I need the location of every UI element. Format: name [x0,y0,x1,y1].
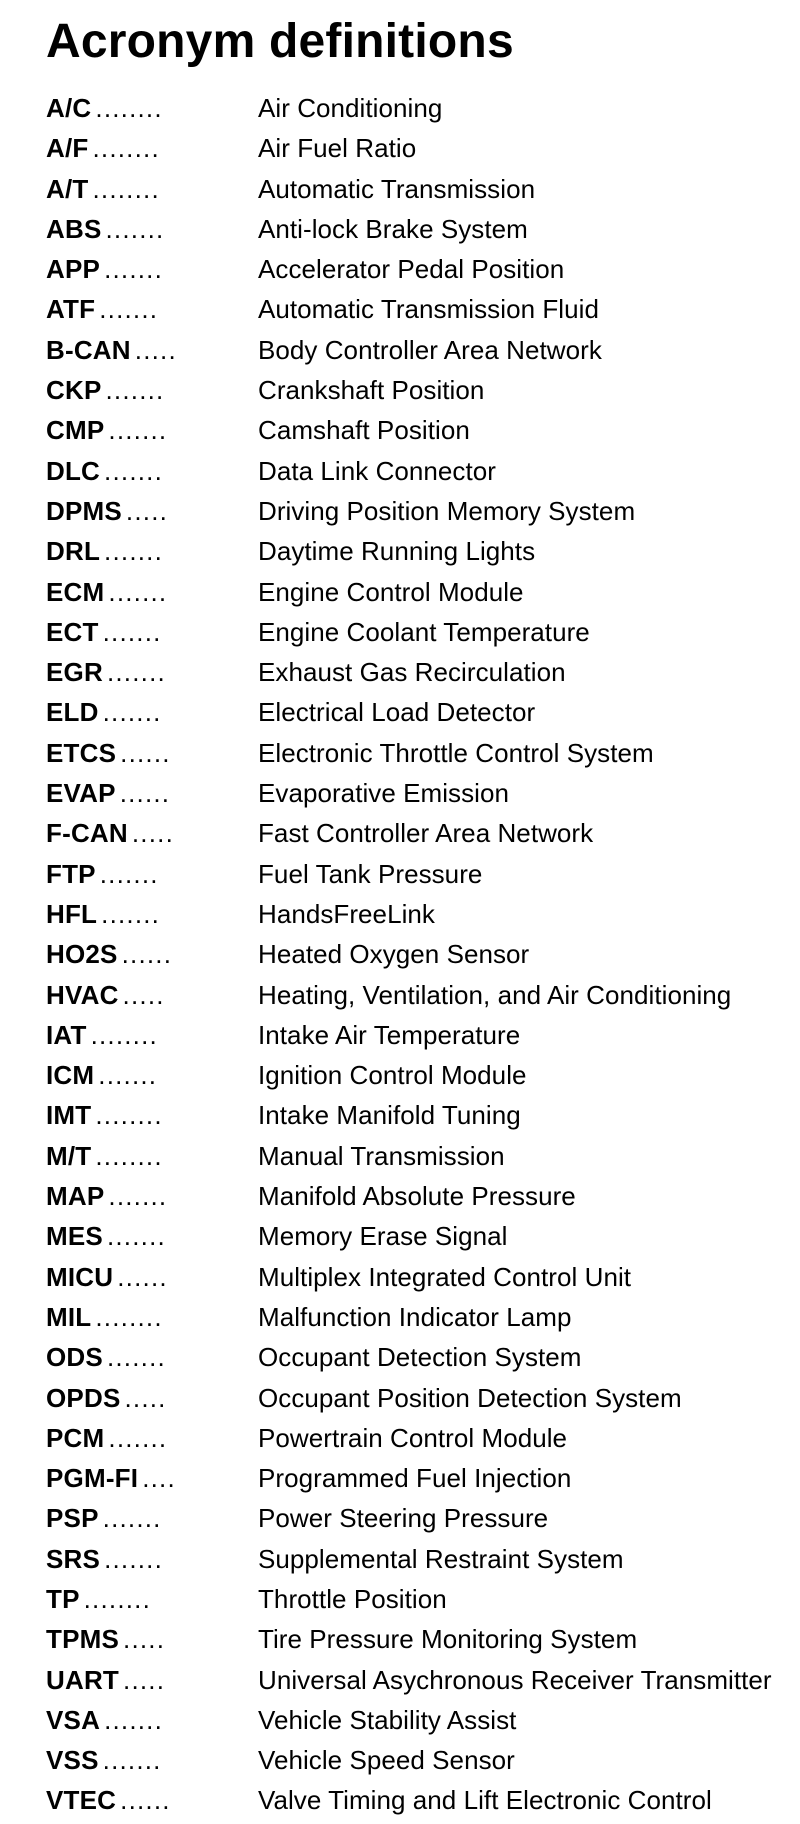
dot-leader: ....... [102,697,162,728]
dot-leader: ..... [122,979,165,1010]
acronym-term: A/T [46,173,89,204]
dot-leader: ....... [101,898,161,929]
acronym-definition: Crankshaft Position [258,375,485,406]
acronym-row [46,451,800,491]
dot-leader: ........ [83,1583,152,1614]
acronym-term: PSP [46,1503,99,1534]
acronym-term: ATF [46,294,96,325]
acronym-definition: Fast Controller Area Network [258,818,594,849]
acronym-definition: Memory Erase Signal [258,1221,508,1252]
acronym-definition: Multiplex Integrated Control Unit [258,1261,632,1292]
acronym-row [46,491,800,531]
acronym-row [46,410,800,450]
acronym-row [46,612,800,652]
acronym-term: ODS [46,1342,103,1373]
acronym-term: DPMS [46,495,122,526]
acronym-definition: Ignition Control Module [258,1060,527,1091]
acronym-definition: Programmed Fuel Injection [258,1463,572,1494]
acronym-term: HO2S [46,939,118,970]
acronym-row [46,1216,800,1256]
acronym-definition: Fuel Tank Pressure [258,858,483,889]
acronym-row [46,1498,800,1538]
acronym-definition: Occupant Detection System [258,1342,582,1373]
acronym-definition: Throttle Position [258,1583,447,1614]
acronym-term: DRL [46,536,101,567]
acronym-definition: Daytime Running Lights [258,536,536,567]
acronym-term: HVAC [46,979,119,1010]
dot-leader: ....... [99,294,159,325]
acronym-definition: Engine Control Module [258,576,524,607]
acronym-definition: Vehicle Speed Sensor [258,1745,515,1776]
acronym-definition: Electronic Throttle Control System [258,737,654,768]
dot-leader: ....... [104,455,164,486]
acronym-term: ELD [46,697,99,728]
acronym-definition: Body Controller Area Network [258,334,602,365]
acronym-row [46,1700,800,1740]
acronym-row [46,813,800,853]
acronym-term: FTP [46,858,96,889]
acronym-definition: Manual Transmission [258,1140,505,1171]
acronym-row [46,692,800,732]
acronym-row [46,1095,800,1135]
dot-leader: ....... [105,375,165,406]
acronym-term: ECT [46,616,99,647]
page-title: Acronym definitions [46,15,514,68]
acronym-row [46,1458,800,1498]
acronym-term: ETCS [46,737,117,768]
dot-leader: ....... [108,576,168,607]
acronym-definition: Accelerator Pedal Position [258,254,565,285]
acronym-row [46,249,800,289]
acronym-row [46,572,800,612]
acronym-term: PCM [46,1422,105,1453]
acronym-definition: Driving Position Memory System [258,495,636,526]
acronym-definition: Data Link Connector [258,455,496,486]
dot-leader: ....... [105,213,165,244]
acronym-row [46,1337,800,1377]
acronym-row [46,370,800,410]
acronym-row [46,934,800,974]
dot-leader: ..... [123,1624,166,1655]
acronym-row [46,1136,800,1176]
acronym-term: ABS [46,213,102,244]
acronym-term: A/F [46,133,89,164]
dot-leader: ....... [104,254,164,285]
acronym-definition: Power Steering Pressure [258,1503,549,1534]
acronym-definition: Camshaft Position [258,415,470,446]
dot-leader: ..... [123,1664,166,1695]
acronym-definition: Malfunction Indicator Lamp [258,1301,572,1332]
acronym-term: VSS [46,1745,99,1776]
acronym-row [46,289,800,329]
acronym-definition: Automatic Transmission [258,173,536,204]
acronym-row [46,1176,800,1216]
acronym-definition: Valve Timing and Lift Electronic Control [258,1785,712,1816]
acronym-term: TP [46,1583,80,1614]
acronym-row [46,1055,800,1095]
acronym-term: F-CAN [46,818,128,849]
acronym-definition: Manifold Absolute Pressure [258,1181,576,1212]
dot-leader: ...... [120,737,171,768]
acronym-term: DLC [46,455,101,486]
dot-leader: ...... [121,939,173,970]
acronym-definition: Automatic Transmission Fluid [258,294,599,325]
dot-leader: ...... [119,778,171,809]
acronym-definition: Heated Oxygen Sensor [258,939,530,970]
acronym-definition: Occupant Position Detection System [258,1382,682,1413]
acronym-row [46,209,800,249]
acronym-row [46,1579,800,1619]
dot-leader: ........ [90,1019,158,1050]
acronym-row [46,1015,800,1055]
acronym-definition: Intake Air Temperature [258,1019,521,1050]
acronym-term: MES [46,1221,103,1252]
acronym-definition: Engine Coolant Temperature [258,616,590,647]
acronym-row [46,1539,800,1579]
acronym-row [46,1780,800,1820]
acronym-row [46,531,800,571]
acronym-definition: Air Conditioning [258,93,443,123]
acronym-term: MIL [46,1301,92,1332]
acronym-row [46,1378,800,1418]
acronym-term: OPDS [46,1382,121,1413]
acronym-definition: Powertrain Control Module [258,1422,568,1453]
acronym-row [46,894,800,934]
acronym-term: VTEC [46,1785,117,1816]
acronym-definition: Air Fuel Ratio [258,133,417,164]
acronym-term: MICU [46,1261,114,1292]
acronym-row [46,169,800,209]
acronym-row [46,773,800,813]
dot-leader: ...... [120,1785,171,1816]
acronym-term: EGR [46,657,103,688]
acronym-row [46,1297,800,1337]
dot-leader: ........ [95,93,163,123]
acronym-term: HFL [46,898,98,929]
dot-leader: ........ [95,1100,163,1131]
acronym-term: A/C [46,93,92,123]
acronym-definition: Heating, Ventilation, and Air Conditioning [258,979,732,1010]
acronym-row [46,1660,800,1700]
dot-leader: ....... [108,415,168,446]
dot-leader: ........ [95,1301,163,1332]
acronym-row [46,128,800,168]
acronym-definition: Anti-lock Brake System [258,213,528,244]
dot-leader: ....... [106,657,166,688]
acronym-term: CKP [46,375,102,406]
acronym-definition: Universal Asychronous Receiver Transmitter [258,1664,772,1695]
acronym-row [46,733,800,773]
acronym-row [46,88,800,128]
dot-leader: .... [142,1463,176,1494]
dot-leader: ........ [92,133,160,164]
dot-leader: ....... [108,1422,168,1453]
acronym-definition: Tire Pressure Monitoring System [258,1624,638,1655]
dot-leader: ..... [131,818,174,849]
dot-leader: ....... [104,1704,164,1735]
dot-leader: ..... [134,334,177,365]
dot-leader: ....... [98,1060,158,1091]
dot-leader: ....... [106,1221,166,1252]
acronym-term: APP [46,254,101,285]
acronym-term: ECM [46,576,105,607]
acronym-row [46,975,800,1015]
dot-leader: ...... [117,1261,168,1292]
acronym-definition: Supplemental Restraint System [258,1543,624,1574]
acronym-term: PGM-FI [46,1463,139,1494]
dot-leader: ..... [124,1382,167,1413]
dot-leader: ..... [125,495,169,526]
acronym-term: MAP [46,1181,105,1212]
acronym-term: UART [46,1664,120,1695]
acronym-term: IMT [46,1100,92,1131]
acronym-term: ICM [46,1060,95,1091]
dot-leader: ....... [102,1503,162,1534]
acronym-row [46,1740,800,1780]
acronym-term: CMP [46,415,105,446]
acronym-definition: Exhaust Gas Recirculation [258,657,566,688]
acronym-definition: Evaporative Emission [258,778,509,809]
acronym-term: SRS [46,1543,101,1574]
dot-leader: ....... [104,1543,164,1574]
dot-leader: ....... [102,616,162,647]
acronym-definition: HandsFreeLink [258,898,435,929]
dot-leader: ........ [92,173,160,204]
dot-leader: ....... [104,536,164,567]
acronym-row [46,1619,800,1659]
acronym-definition: Intake Manifold Tuning [258,1100,521,1131]
acronym-row [46,652,800,692]
dot-leader: ........ [95,1140,163,1171]
acronym-row [46,1418,800,1458]
acronym-row [46,854,800,894]
acronym-list [46,88,800,1821]
acronym-term: VSA [46,1704,101,1735]
acronym-term: EVAP [46,778,116,809]
acronym-row [46,1257,800,1297]
acronym-definition: Electrical Load Detector [258,697,536,728]
dot-leader: ....... [102,1745,162,1776]
acronym-term: M/T [46,1140,92,1171]
dot-leader: ....... [108,1181,168,1212]
dot-leader: ....... [106,1342,166,1373]
acronym-definition: Vehicle Stability Assist [258,1704,517,1735]
dot-leader: ....... [99,858,159,889]
acronym-term: B-CAN [46,334,131,365]
acronym-row [46,330,800,370]
acronym-term: IAT [46,1019,87,1050]
acronym-term: TPMS [46,1624,120,1655]
